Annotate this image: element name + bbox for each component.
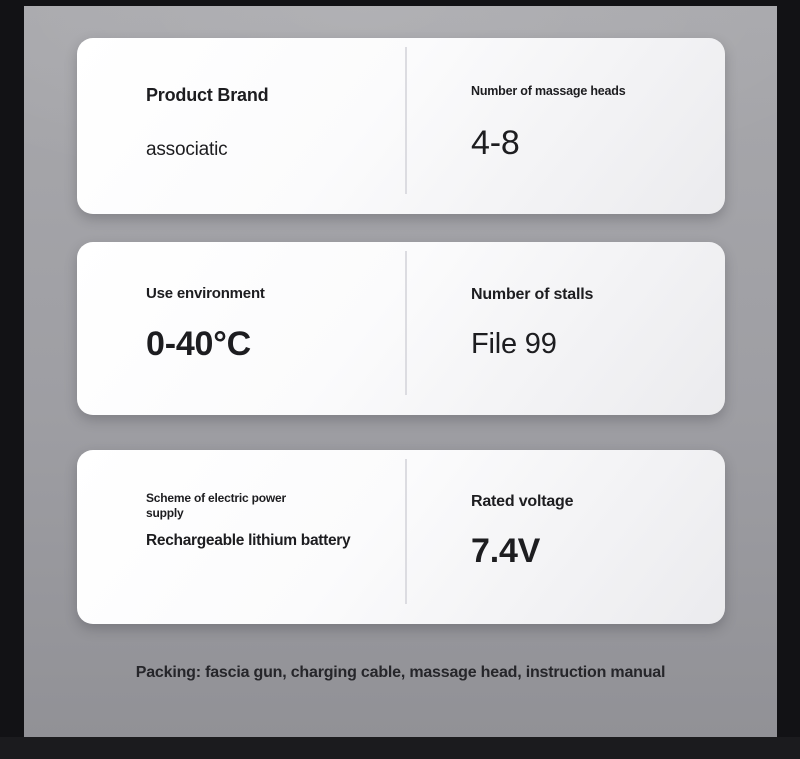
spec-label-number-of-stalls: Number of stalls bbox=[471, 286, 594, 303]
spec-label-massage-heads: Number of massage heads bbox=[471, 84, 626, 98]
spec-value-power-supply: Rechargeable lithium battery bbox=[146, 532, 351, 549]
spec-cell-use-environment bbox=[77, 242, 405, 415]
spec-label-use-environment: Use environment bbox=[146, 285, 265, 302]
spec-value-use-environment: 0-40°C bbox=[146, 325, 252, 363]
product-spec-panel bbox=[24, 6, 777, 737]
spec-cell-power-supply bbox=[77, 450, 405, 624]
spec-label-product-brand: Product Brand bbox=[146, 85, 269, 105]
spec-cell-massage-heads bbox=[407, 38, 725, 214]
spec-card-power-and-voltage bbox=[77, 450, 725, 624]
packing-caption: Packing: fascia gun, charging cable, massage head, instruction manual bbox=[135, 664, 666, 681]
spec-label-rated-voltage: Rated voltage bbox=[471, 493, 574, 510]
spec-card-environment-and-stalls bbox=[77, 242, 725, 415]
spec-value-rated-voltage: 7.4V bbox=[471, 532, 541, 570]
spec-value-number-of-stalls: File 99 bbox=[471, 328, 557, 360]
bottom-bar bbox=[0, 737, 800, 759]
spec-value-massage-heads: 4-8 bbox=[471, 124, 520, 162]
spec-card-brand-and-heads bbox=[77, 38, 725, 214]
spec-cell-product-brand bbox=[77, 38, 405, 214]
spec-value-product-brand: associatic bbox=[146, 139, 228, 160]
spec-cell-number-of-stalls bbox=[407, 242, 725, 415]
spec-cell-rated-voltage bbox=[407, 450, 725, 624]
spec-label-power-supply: Scheme of electric power supply bbox=[146, 491, 286, 520]
